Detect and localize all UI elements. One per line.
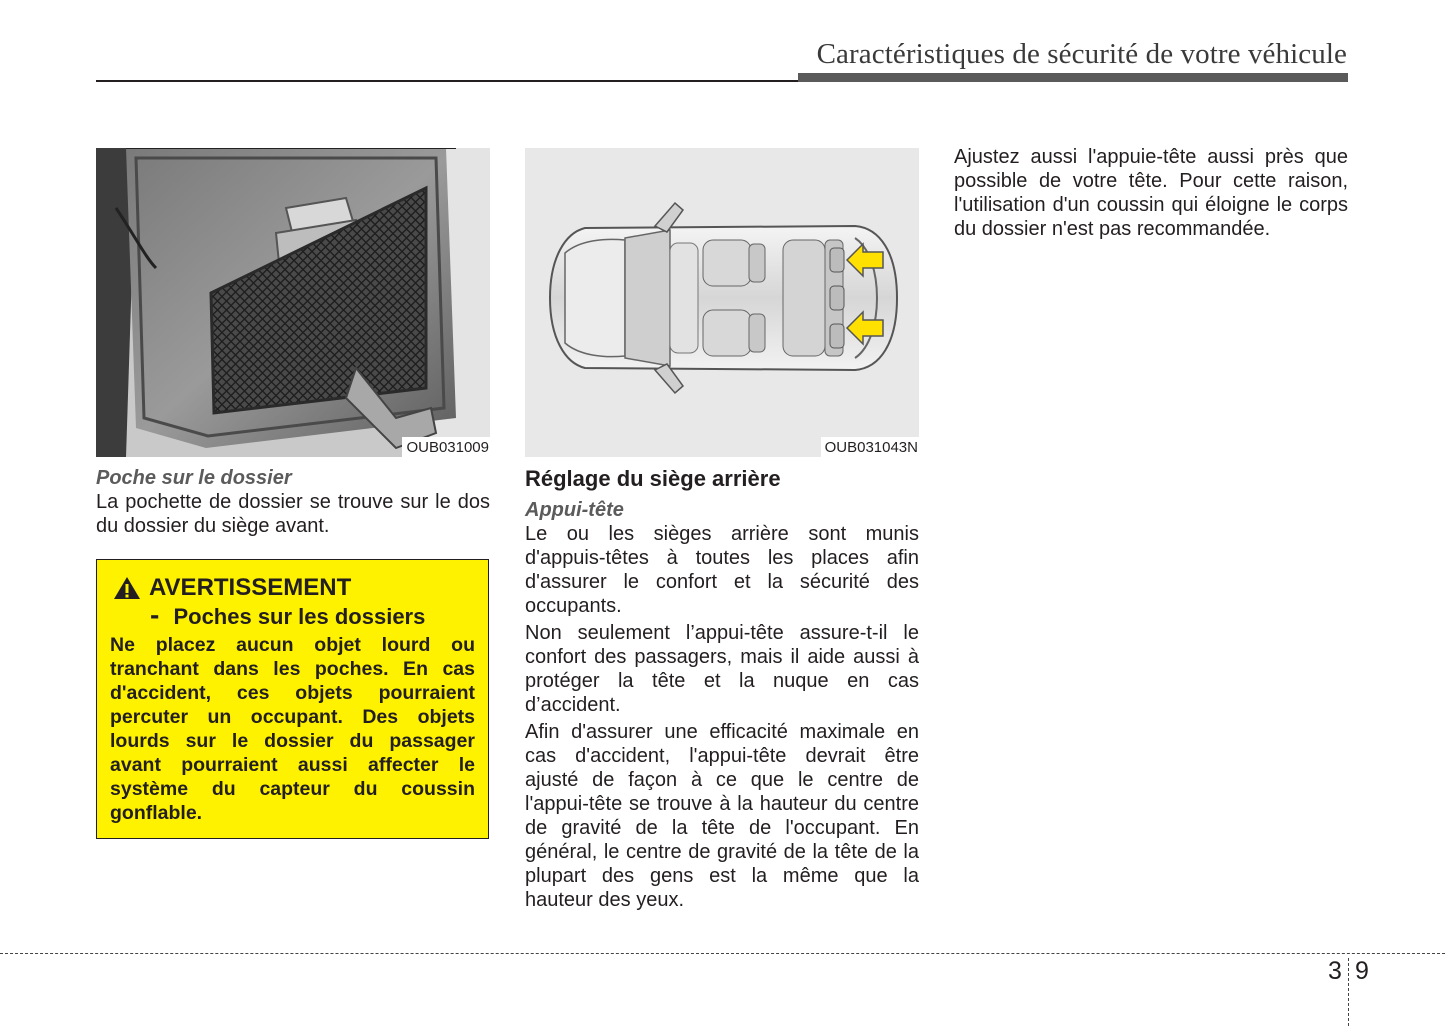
warning-title: AVERTISSEMENT xyxy=(149,574,352,601)
paragraph: Le ou les sièges arrière sont munis d'appuis-têtes à toutes les places afin d'assurer le confort et la sécurité des occupants. xyxy=(525,523,919,617)
paragraph: Afin d'assurer une efficacité maximale en cas d'accident, l'appui-tête devrait être ajusté de façon à ce que le centre de l'appui-tête se trouve à la hauteur du centre de gravité de la tête de l'occupant. En général, le centre de gravité de la tête de la plupart des gens est la même que la hauteur des yeux. xyxy=(525,721,919,911)
warning-body: Ne placez aucun objet lourd ou tranchant dans les poches. En cas d'accident, ces objets pourraient percuter un occupant. Des objets lourds sur le dossier du passager avant pourraient aussi affecter le système du capteur du coussin gonflable. xyxy=(110,634,475,824)
header-rule xyxy=(96,80,798,82)
page-number-separator xyxy=(1348,958,1349,1026)
warning-triangle-icon xyxy=(113,576,141,600)
image-code: OUB031009 xyxy=(402,437,490,457)
page-number: 9 xyxy=(1355,957,1369,985)
footer-divider xyxy=(0,953,1445,954)
seatback-pocket-photo xyxy=(96,148,490,457)
page-header-title: Caractéristiques de sécurité de votre véhicule xyxy=(816,38,1347,70)
warning-dash: - xyxy=(150,599,160,630)
subsection-headrest: Appui-tête xyxy=(525,499,624,521)
chapter-number: 3 xyxy=(1328,957,1342,985)
headrest-adjust-text: Ajustez aussi l'appuie-tête aussi près que possible de votre tête. Pour cette raison, l'utilisation d'un coussin qui éloigne le corps du dossier n'est pas recommandée. xyxy=(954,146,1348,240)
car-top-view-diagram xyxy=(525,148,919,457)
paragraph: Non seulement l’appui-tête assure-t-il le confort des passagers, mais il aide aussi à protéger la tête et la nuque en cas d’accident. xyxy=(525,622,919,716)
warning-subtitle: Poches sur les dossiers xyxy=(173,604,426,629)
seatback-pocket-text: La pochette de dossier se trouve sur le dos du dossier du siège avant. xyxy=(96,491,490,537)
image-code: OUB031043N xyxy=(821,437,919,457)
caption-seatback-pocket: Poche sur le dossier xyxy=(96,467,292,489)
warning-box xyxy=(96,559,489,839)
header-bar xyxy=(798,73,1348,82)
section-title: Réglage du siège arrière xyxy=(525,466,781,491)
